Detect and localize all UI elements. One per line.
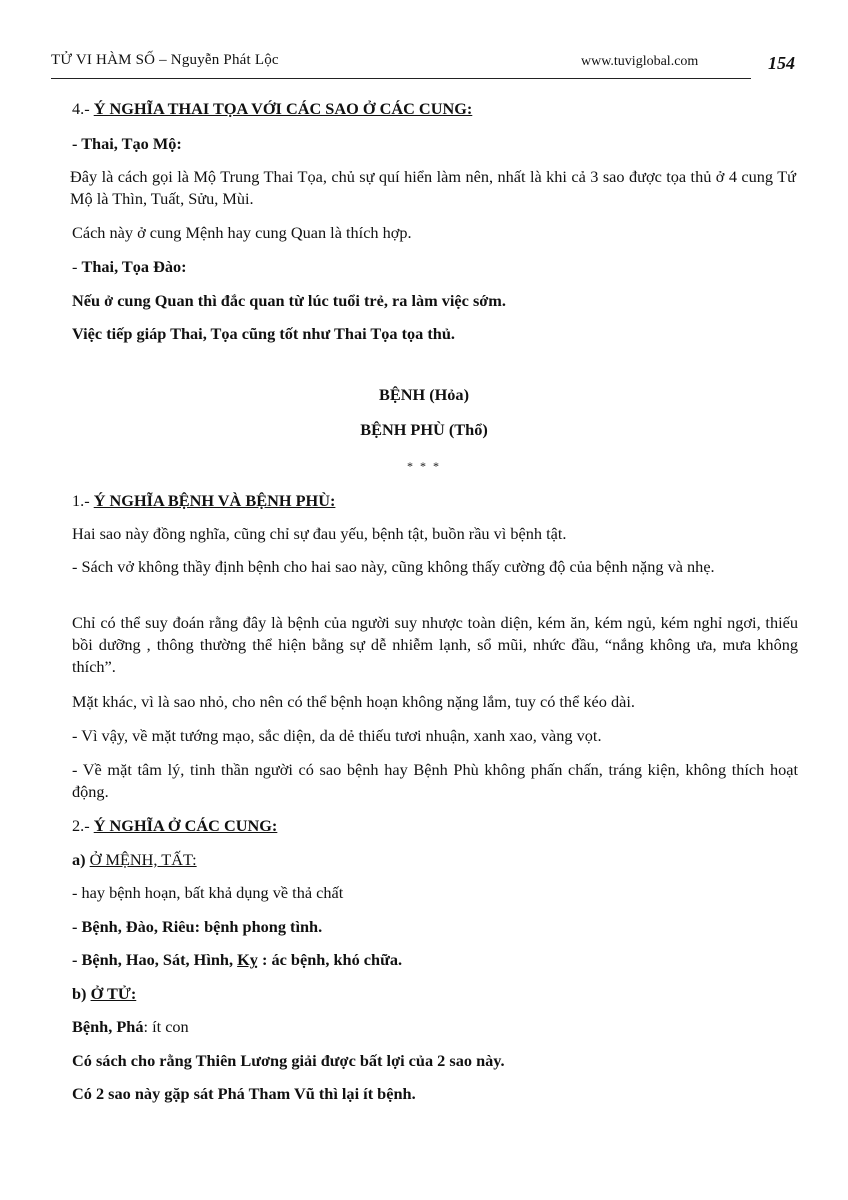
item-thai-tao-mo-text: Đây là cách gọi là Mộ Trung Thai Tọa, chủ sự quí hiển làm nên, nhất là khi cả 3 sao được tọa thủ ở 4 cung Tứ Mộ là Thìn, Tuất, Sửu, Mùi. <box>70 167 796 208</box>
item-title: Thai, Tọa Đào: <box>81 257 187 276</box>
page-number: 154 <box>768 53 795 73</box>
page-header <box>0 0 848 90</box>
section-heading-palaces <box>72 815 798 837</box>
meaning-paragraph-4: Mặt khác, vì là sao nhỏ, cho nên có thể bệnh hoạn không nặng lắm, tuy có thể kéo dài. <box>72 692 635 711</box>
chapter-separator-stars: * * * <box>407 459 441 473</box>
meaning-paragraph-5: - Vì vậy, về mặt tướng mạo, sắc diện, da dẻ thiếu tươi nhuận, xanh xao, vàng vọt. <box>72 726 602 745</box>
chapter-title-benh: BỆNH (Hỏa) <box>378 385 469 404</box>
subsection-a-line-3 <box>72 949 798 971</box>
item-thai-toa-dao-line2: Việc tiếp giáp Thai, Tọa cũng tốt như Thai Tọa tọa thủ. <box>72 324 455 343</box>
subsection-b-line-2: Có sách cho rằng Thiên Lương giải được bất lợi của 2 sao này. <box>72 1051 505 1070</box>
subsection-a-line-1: - hay bệnh hoạn, bất khả dụng về thả chất <box>72 883 344 902</box>
line-rest: : ít con <box>143 1017 189 1036</box>
heading-number: 2.- <box>72 816 94 835</box>
heading-text: Ý NGHĨA Ở CÁC CUNG: <box>93 816 278 835</box>
heading-text: Ý NGHĨA THAI TỌA VỚI CÁC SAO Ở CÁC CUNG: <box>93 99 473 118</box>
book-title: TỬ VI HÀM SỐ – Nguyễn Phát Lộc <box>51 52 279 68</box>
item-thai-tao-mo-note: Cách này ở cung Mệnh hay cung Quan là thích hợp. <box>72 223 412 242</box>
ky-word: Kỵ <box>237 950 258 969</box>
stars-names: Bệnh, Phá <box>72 1017 144 1036</box>
section-heading-meaning <box>72 490 798 512</box>
subsection-title: Ở TỬ: <box>90 984 137 1003</box>
meaning-paragraph-3: Chỉ có thể suy đoán rằng đây là bệnh của người suy nhược toàn diện, kém ăn, kém ngủ, kém nghỉ ngơi, thiếu bồi dưỡng , thông thường thể hiện bằng sự dễ nhiễm lạnh, sổ mũi, nhức đầu, “nắng không ưa, mưa không thích”. <box>72 613 798 676</box>
subsection-a-heading <box>72 849 798 871</box>
subsection-b-heading <box>72 983 798 1005</box>
website-url[interactable]: www.tuviglobal.com <box>581 54 699 69</box>
header-divider <box>51 78 751 79</box>
dash: - <box>72 257 82 276</box>
meaning-paragraph-6: - Về mặt tâm lý, tinh thần người có sao bệnh hay Bệnh Phù không phấn chấn, tráng kiện, không thích hoạt động. <box>72 760 798 801</box>
item-thai-tao-mo-title: - Thai, Tạo Mộ: <box>72 134 182 153</box>
subsection-b-line-3: Có 2 sao này gặp sát Phá Tham Vũ thì lại ít bệnh. <box>72 1084 416 1103</box>
line-suffix: : ác bệnh, khó chữa. <box>257 950 403 969</box>
item-thai-toa-dao-title <box>72 256 798 278</box>
line-prefix: - Bệnh, Hao, Sát, Hình, <box>72 950 238 969</box>
meaning-paragraph-1: Hai sao này đồng nghĩa, cũng chỉ sự đau yếu, bệnh tật, buồn rầu vì bệnh tật. <box>72 524 567 543</box>
heading-text: Ý NGHĨA BỆNH VÀ BỆNH PHÙ: <box>93 491 336 510</box>
subsection-title: Ở MỆNH, TẤT: <box>89 850 197 869</box>
subsection-label: a) <box>72 850 90 869</box>
subsection-label: b) <box>72 984 91 1003</box>
section-heading-thai-toa <box>72 98 798 120</box>
heading-number: 1.- <box>72 491 94 510</box>
meaning-paragraph-2: - Sách vở không thầy định bệnh cho hai sao này, cũng không thấy cường độ của bệnh nặng và nhẹ. <box>72 557 715 576</box>
heading-number: 4.- <box>72 99 94 118</box>
chapter-title-benh-phu: BỆNH PHÙ (Thổ) <box>360 420 488 439</box>
subsection-a-line-2: - Bệnh, Đào, Riêu: bệnh phong tình. <box>72 917 323 936</box>
item-thai-toa-dao-line1: Nếu ở cung Quan thì đắc quan từ lúc tuổi trẻ, ra làm việc sớm. <box>72 291 506 310</box>
subsection-b-line-1 <box>72 1016 798 1038</box>
